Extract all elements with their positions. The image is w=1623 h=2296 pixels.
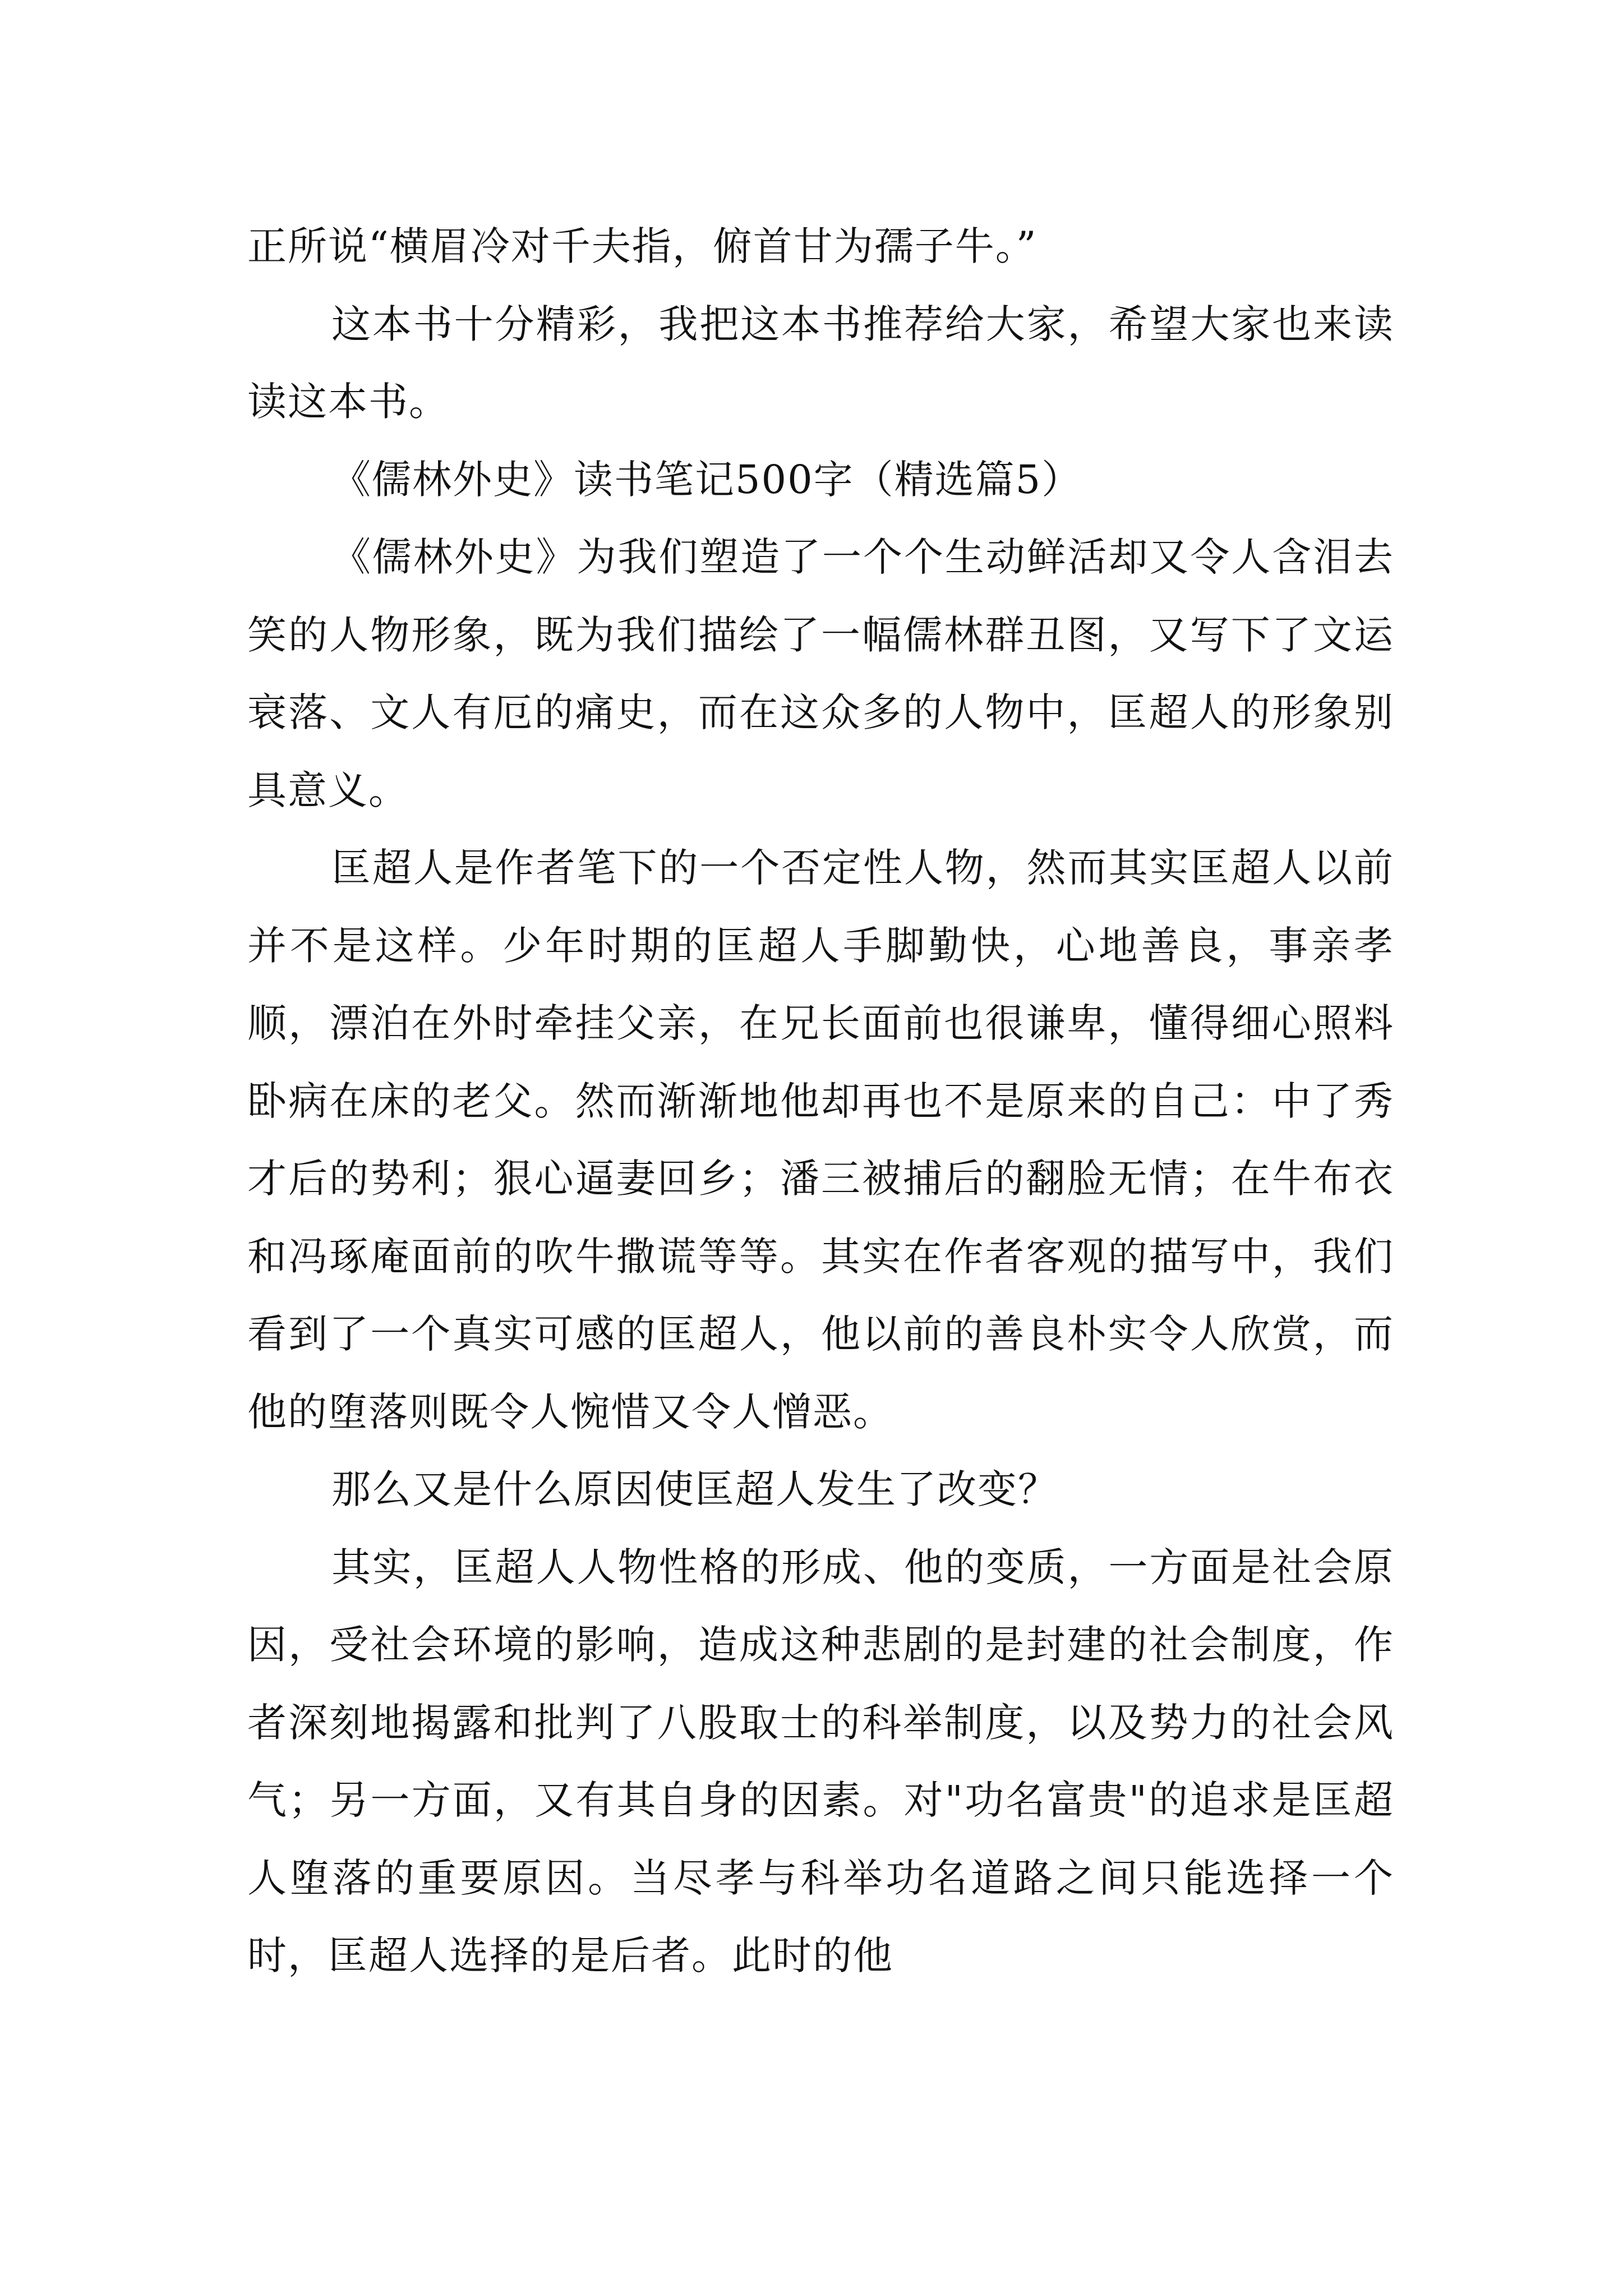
paragraph-quote-line: 正所说“横眉冷对千夫指，俯首甘为孺子牛。”: [247, 223, 1038, 269]
paragraph-analysis: 其实，匡超人人物性格的形成、他的变质，一方面是社会原因，受社会环境的影响，造成这种悲剧的是封建的社会制度，作者深刻地揭露和批判了八股取士的科举制度，以及势力的社会风气；另一方面，又有其自身的因素。对"功名富贵"的追求是匡超人堕落的重要原因。当尽孝与科举功名道路之间只能选择一个时，匡超人选择的是后者。此时的他: [247, 1544, 1394, 1978]
paragraph-character: 匡超人是作者笔下的一个否定性人物，然而其实匡超人以前并不是这样。少年时期的匡超人手脚勤快，心地善良，事亲孝顺，漂泊在外时牵挂父亲，在兄长面前也很谦卑，懂得细心照料卧病在床的老父。然而渐渐地他却再也不是原来的自己：中了秀才后的势利；狠心逼妻回乡；潘三被捕后的翻脸无情；在牛布衣和冯琢庵面前的吹牛撒谎等等。其实在作者客观的描写中，我们看到了一个真实可感的匡超人，他以前的善良朴实令人欣赏，而他的堕落则既令人惋惜又令人憎恶。: [247, 845, 1394, 1435]
paragraph-question: 那么又是什么原因使匡超人发生了改变？: [331, 1466, 1058, 1512]
paragraph-intro: 《儒林外史》为我们塑造了一个个生动鲜活却又令人含泪去笑的人物形象，既为我们描绘了一幅儒林群丑图，又写下了文运衰落、文人有厄的痛史，而在这众多的人物中，匡超人的形象别具意义。: [247, 534, 1394, 813]
paragraph-recommendation: 这本书十分精彩，我把这本书推荐给大家，希望大家也来读读这本书。: [247, 301, 1394, 425]
section-heading: 《儒林外史》读书笔记500字（精选篇5）: [331, 456, 1082, 503]
body-text: [247, 208, 1394, 1995]
